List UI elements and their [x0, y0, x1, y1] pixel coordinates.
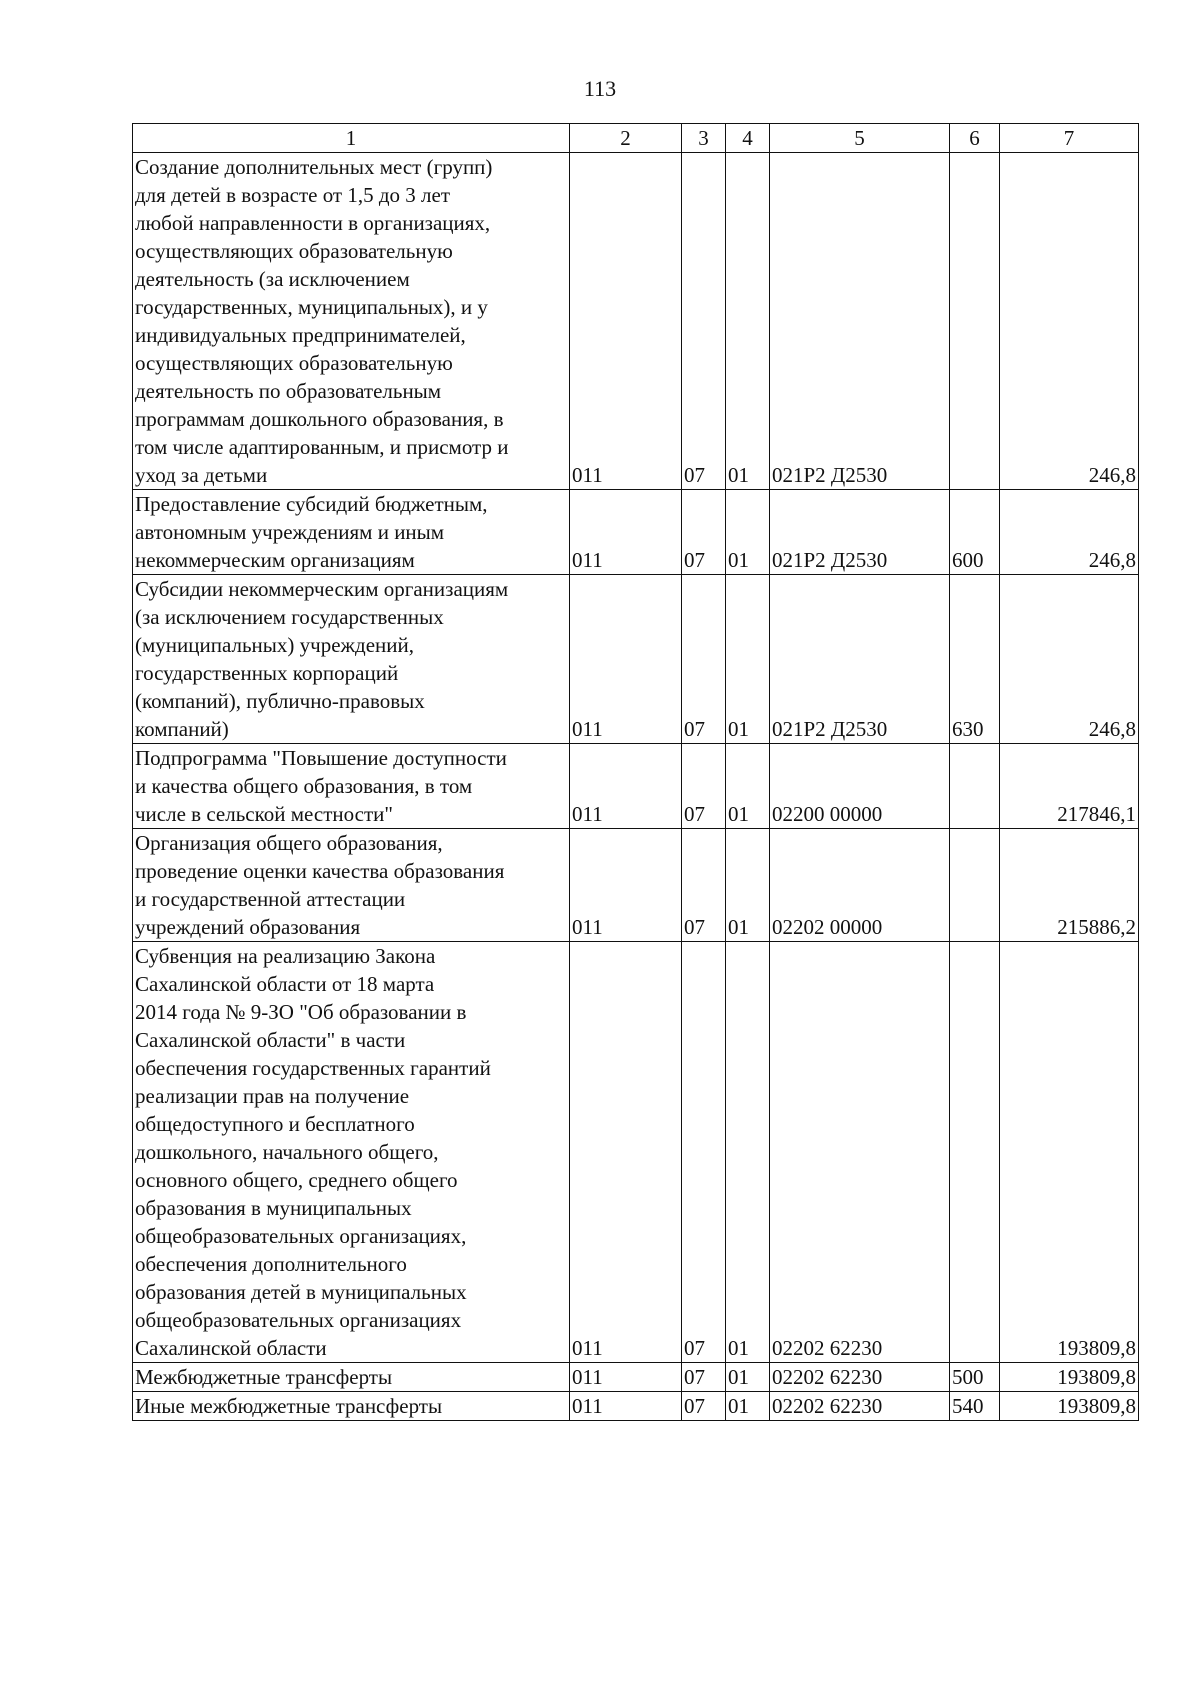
target-article-cell: 02200 00000: [770, 744, 950, 829]
amount-cell: 246,8: [1000, 490, 1139, 575]
expense-type-cell: [950, 153, 1000, 490]
row-name-cell: Создание дополнительных мест (групп) для детей в возрасте от 1,5 до 3 лет любой направленности в организациях, осуществляющих образовательную деятельность (за исключением государственных, муниципальных), и у индивидуальных предпринимателей, осуществляющих образовательную деятельность по образовательным программам дошкольного образования, в том числе адаптированным, и присмотр и уход за детьми: [133, 153, 570, 490]
expense-type-cell: 500: [950, 1363, 1000, 1392]
code-cell: 011: [570, 942, 682, 1363]
row-name-cell: Субвенция на реализацию Закона Сахалинской области от 18 марта 2014 года № 9-ЗО "Об образовании в Сахалинской области" в части обеспечения государственных гарантий реализации прав на получение общедоступного и бесплатного дошкольного, начального общего, основного общего, среднего общего образования в муниципальных общеобразовательных организациях, обеспечения дополнительного образования детей в муниципальных общеобразовательных организациях Сахалинской области: [133, 942, 570, 1363]
amount-cell: 246,8: [1000, 575, 1139, 744]
code-cell: 011: [570, 575, 682, 744]
amount-cell: 217846,1: [1000, 744, 1139, 829]
column-header: 2: [570, 124, 682, 153]
row-name-cell: Иные межбюджетные трансферты: [133, 1392, 570, 1421]
row-name-cell: Организация общего образования, проведение оценки качества образования и государственной аттестации учреждений образования: [133, 829, 570, 942]
table-row: [133, 942, 1139, 1363]
row-name-cell: Межбюджетные трансферты: [133, 1363, 570, 1392]
subsection-cell: 01: [726, 942, 770, 1363]
column-header: 4: [726, 124, 770, 153]
target-article-cell: 021P2 Д2530: [770, 490, 950, 575]
code-cell: 011: [570, 490, 682, 575]
table-header-row: [133, 124, 1139, 153]
amount-cell: 193809,8: [1000, 1392, 1139, 1421]
table-row: [133, 744, 1139, 829]
section-cell: 07: [682, 575, 726, 744]
column-header: 3: [682, 124, 726, 153]
code-cell: 011: [570, 1392, 682, 1421]
code-cell: 011: [570, 744, 682, 829]
section-cell: 07: [682, 1363, 726, 1392]
table-row: [133, 1392, 1139, 1421]
budget-table: [132, 123, 1139, 1421]
amount-cell: 246,8: [1000, 153, 1139, 490]
expense-type-cell: 600: [950, 490, 1000, 575]
expense-type-cell: [950, 744, 1000, 829]
expense-type-cell: [950, 829, 1000, 942]
table-row: [133, 575, 1139, 744]
expense-type-cell: [950, 942, 1000, 1363]
amount-cell: 193809,8: [1000, 942, 1139, 1363]
subsection-cell: 01: [726, 744, 770, 829]
section-cell: 07: [682, 153, 726, 490]
target-article-cell: 02202 62230: [770, 1363, 950, 1392]
subsection-cell: 01: [726, 490, 770, 575]
target-article-cell: 02202 00000: [770, 829, 950, 942]
subsection-cell: 01: [726, 153, 770, 490]
code-cell: 011: [570, 1363, 682, 1392]
target-article-cell: 021P2 Д2530: [770, 153, 950, 490]
page-number: 113: [583, 76, 617, 101]
amount-cell: 193809,8: [1000, 1363, 1139, 1392]
column-header: 6: [950, 124, 1000, 153]
section-cell: 07: [682, 490, 726, 575]
code-cell: 011: [570, 153, 682, 490]
row-name-cell: Предоставление субсидий бюджетным, автономным учреждениям и иным некоммерческим организациям: [133, 490, 570, 575]
column-header: 1: [133, 124, 570, 153]
amount-cell: 215886,2: [1000, 829, 1139, 942]
subsection-cell: 01: [726, 575, 770, 744]
section-cell: 07: [682, 829, 726, 942]
target-article-cell: 02202 62230: [770, 1392, 950, 1421]
code-cell: 011: [570, 829, 682, 942]
subsection-cell: 01: [726, 1392, 770, 1421]
target-article-cell: 021P2 Д2530: [770, 575, 950, 744]
section-cell: 07: [682, 1392, 726, 1421]
column-header: 5: [770, 124, 950, 153]
table-row: [133, 153, 1139, 490]
row-name-cell: Подпрограмма "Повышение доступности и качества общего образования, в том числе в сельской местности": [133, 744, 570, 829]
section-cell: 07: [682, 744, 726, 829]
subsection-cell: 01: [726, 829, 770, 942]
row-name-cell: Субсидии некоммерческим организациям (за исключением государственных (муниципальных) учреждений, государственных корпораций (компаний), публично-правовых компаний): [133, 575, 570, 744]
table-row: [133, 490, 1139, 575]
table-row: [133, 1363, 1139, 1392]
expense-type-cell: 540: [950, 1392, 1000, 1421]
expense-type-cell: 630: [950, 575, 1000, 744]
target-article-cell: 02202 62230: [770, 942, 950, 1363]
section-cell: 07: [682, 942, 726, 1363]
table-row: [133, 829, 1139, 942]
subsection-cell: 01: [726, 1363, 770, 1392]
column-header: 7: [1000, 124, 1139, 153]
